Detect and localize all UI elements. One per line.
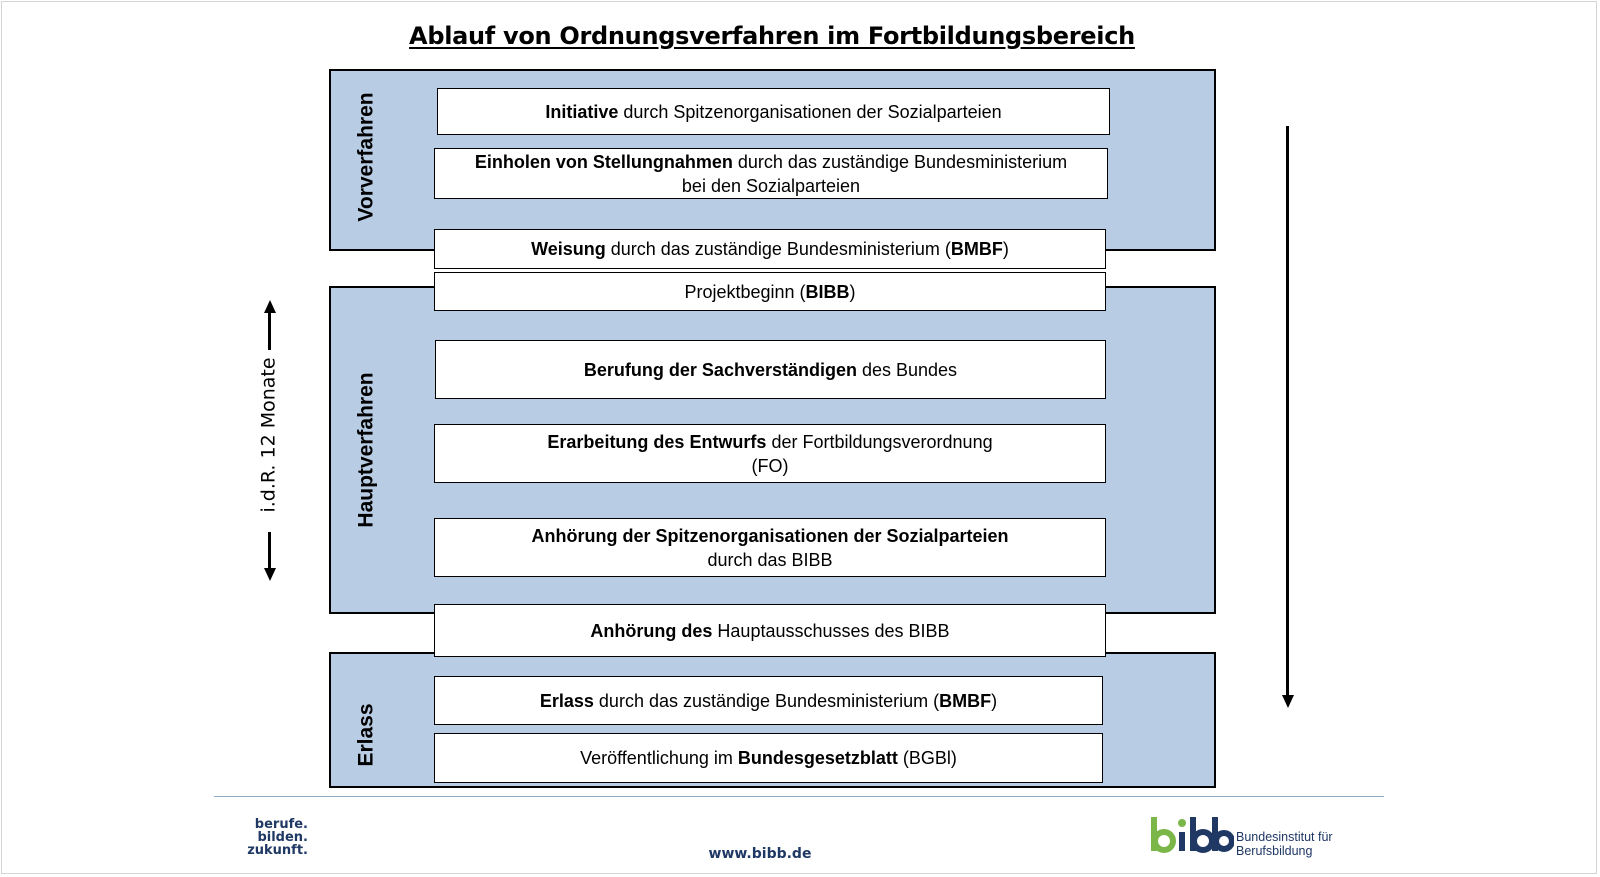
step-bold-2: BMBF (950, 239, 1003, 259)
bibb-logo-icon (1150, 815, 1234, 855)
step-text: Projektbeginn ( (684, 281, 806, 302)
step-text-line2: bei den Sozialparteien (681, 175, 861, 196)
duration-arrow-down-icon (264, 568, 276, 581)
institute-line: Bundesinstitut für (1236, 830, 1333, 844)
step-text: der Fortbildungsverordnung (766, 431, 993, 452)
duration-arrow-line-top (268, 312, 271, 350)
step-anhoerung-hauptausschuss (434, 604, 1106, 657)
step-bold-2: BMBF (939, 690, 992, 711)
section-label-text: Vorverfahren (355, 92, 379, 222)
step-text-line2: (FO) (751, 455, 789, 476)
step-erarbeitung (434, 424, 1106, 483)
duration-label-text: i.d.R. 12 Monate (258, 357, 280, 513)
timeline-arrow-head-icon (1282, 695, 1294, 708)
step-text: des Bundes (856, 359, 958, 380)
section-label-hauptverfahren (352, 360, 382, 540)
footer-divider (214, 796, 1384, 797)
step-text: Hauptausschusses des BIBB (712, 620, 950, 641)
step-text-2: ) (849, 281, 856, 302)
footer-slogan (230, 818, 308, 857)
step-text: durch das zuständige Bundesministerium ( (605, 239, 951, 259)
step-initiative (437, 88, 1110, 135)
step-text-2: ) (991, 690, 998, 711)
step-stellungnahmen (434, 148, 1108, 199)
step-berufung (435, 340, 1106, 399)
step-bold-2: BIBB (805, 281, 850, 302)
slogan-line: zukunft. (247, 843, 308, 858)
step-text-line2: durch das BIBB (707, 549, 833, 570)
step-bold: Initiative (545, 101, 619, 122)
step-text: durch Spitzenorganisationen der Sozialparteien (618, 101, 1002, 122)
institute-line: Berufsbildung (1236, 844, 1313, 858)
step-anhoerung-sozialparteien (434, 518, 1106, 577)
timeline-arrow-line (1286, 126, 1289, 696)
step-text-2: (BGBl) (897, 748, 957, 768)
step-bold: Anhörung der Spitzenorganisationen der Sozialparteien (531, 525, 1009, 546)
duration-arrow-line-bottom (268, 532, 271, 570)
slogan-line: bilden. (257, 830, 308, 845)
section-label-vorverfahren (352, 79, 382, 235)
section-label-text: Hauptverfahren (355, 372, 379, 528)
step-weisung (434, 229, 1106, 269)
section-label-erlass (352, 690, 382, 780)
step-bold: Erarbeitung des Entwurfs (547, 431, 767, 452)
step-bold: Erlass (539, 690, 594, 711)
step-bold-2: Bundesgesetzblatt (737, 748, 898, 768)
bibb-institute-name (1236, 830, 1333, 858)
step-erlass (434, 676, 1103, 725)
step-bold: Berufung der Sachverständigen (583, 359, 857, 380)
diagram-title: Ablauf von Ordnungsverfahren im Fortbildungsbereich (409, 22, 1135, 50)
step-bold: Weisung (531, 239, 606, 259)
duration-label (254, 357, 284, 513)
slogan-line: berufe. (254, 817, 308, 832)
step-projektbeginn (434, 272, 1106, 311)
step-text: durch das zuständige Bundesministerium ( (593, 690, 940, 711)
section-label-text: Erlass (355, 703, 378, 767)
step-text: Veröffentlichung im (580, 748, 738, 768)
step-text: durch das zuständige Bundesministerium (732, 151, 1068, 172)
step-text-2: ) (1002, 239, 1009, 259)
footer-url[interactable]: www.bibb.de (708, 846, 812, 862)
step-veroeffentlichung (434, 733, 1103, 783)
step-bold: Einholen von Stellungnahmen (474, 151, 733, 172)
step-bold: Anhörung des (590, 620, 713, 641)
